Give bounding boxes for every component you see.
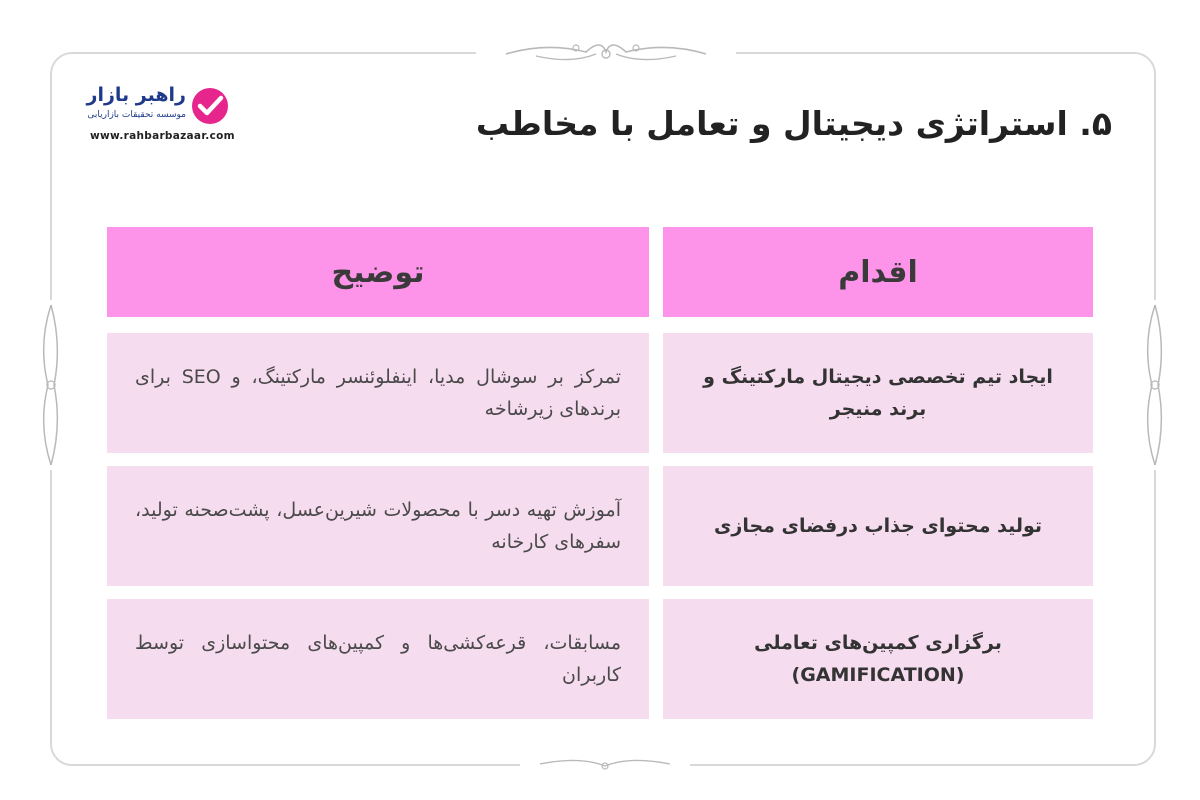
ornament-bottom-icon bbox=[520, 754, 690, 778]
row-2-description-text: آموزش تهیه دسر با محصولات شیرین‌عسل، پشت‌صحنه تولید، سفرهای کارخانه bbox=[135, 498, 621, 553]
page-title: ۵. استراتژی دیجیتال و تعامل با مخاطب bbox=[475, 104, 1112, 143]
ornament-top-icon bbox=[476, 34, 736, 70]
table-row-1-action bbox=[663, 333, 1093, 453]
column-header-action: اقدام bbox=[663, 227, 1093, 317]
row-1-action-text: ایجاد تیم تخصصی دیجیتال مارکتینگ و برند منیجر bbox=[703, 365, 1053, 420]
row-3-action-text: برگزاری کمپین‌های تعاملی (GAMIFICATION) bbox=[754, 631, 1002, 686]
ornament-right-icon bbox=[1140, 300, 1170, 470]
brand-subtitle: موسسه تحقیقات بازاریابی bbox=[87, 110, 186, 120]
brand-url: www.rahbarbazaar.com bbox=[90, 130, 235, 142]
brand-name: راهبر بازار bbox=[86, 84, 186, 106]
table-row-2-action bbox=[663, 466, 1093, 586]
table-row-3-description bbox=[107, 599, 649, 719]
ornament-left-icon bbox=[36, 300, 66, 470]
row-3-description-text: مسابقات، قرعه‌کشی‌ها و کمپین‌های محتواسازی توسط کاربران bbox=[135, 631, 621, 686]
row-1-description-text: تمرکز بر سوشال مدیا، اینفلوئنسر مارکتینگ، و SEO برای برندهای زیرشاخه bbox=[135, 365, 621, 420]
checkmark-logo-icon bbox=[190, 86, 230, 126]
brand-logo[interactable] bbox=[86, 82, 256, 148]
column-header-description: توضیح bbox=[107, 227, 649, 317]
table-row-2-description bbox=[107, 466, 649, 586]
row-2-action-text: تولید محتوای جذاب درفضای مجازی bbox=[713, 514, 1043, 537]
table-row-1-description bbox=[107, 333, 649, 453]
table-row-3-action bbox=[663, 599, 1093, 719]
